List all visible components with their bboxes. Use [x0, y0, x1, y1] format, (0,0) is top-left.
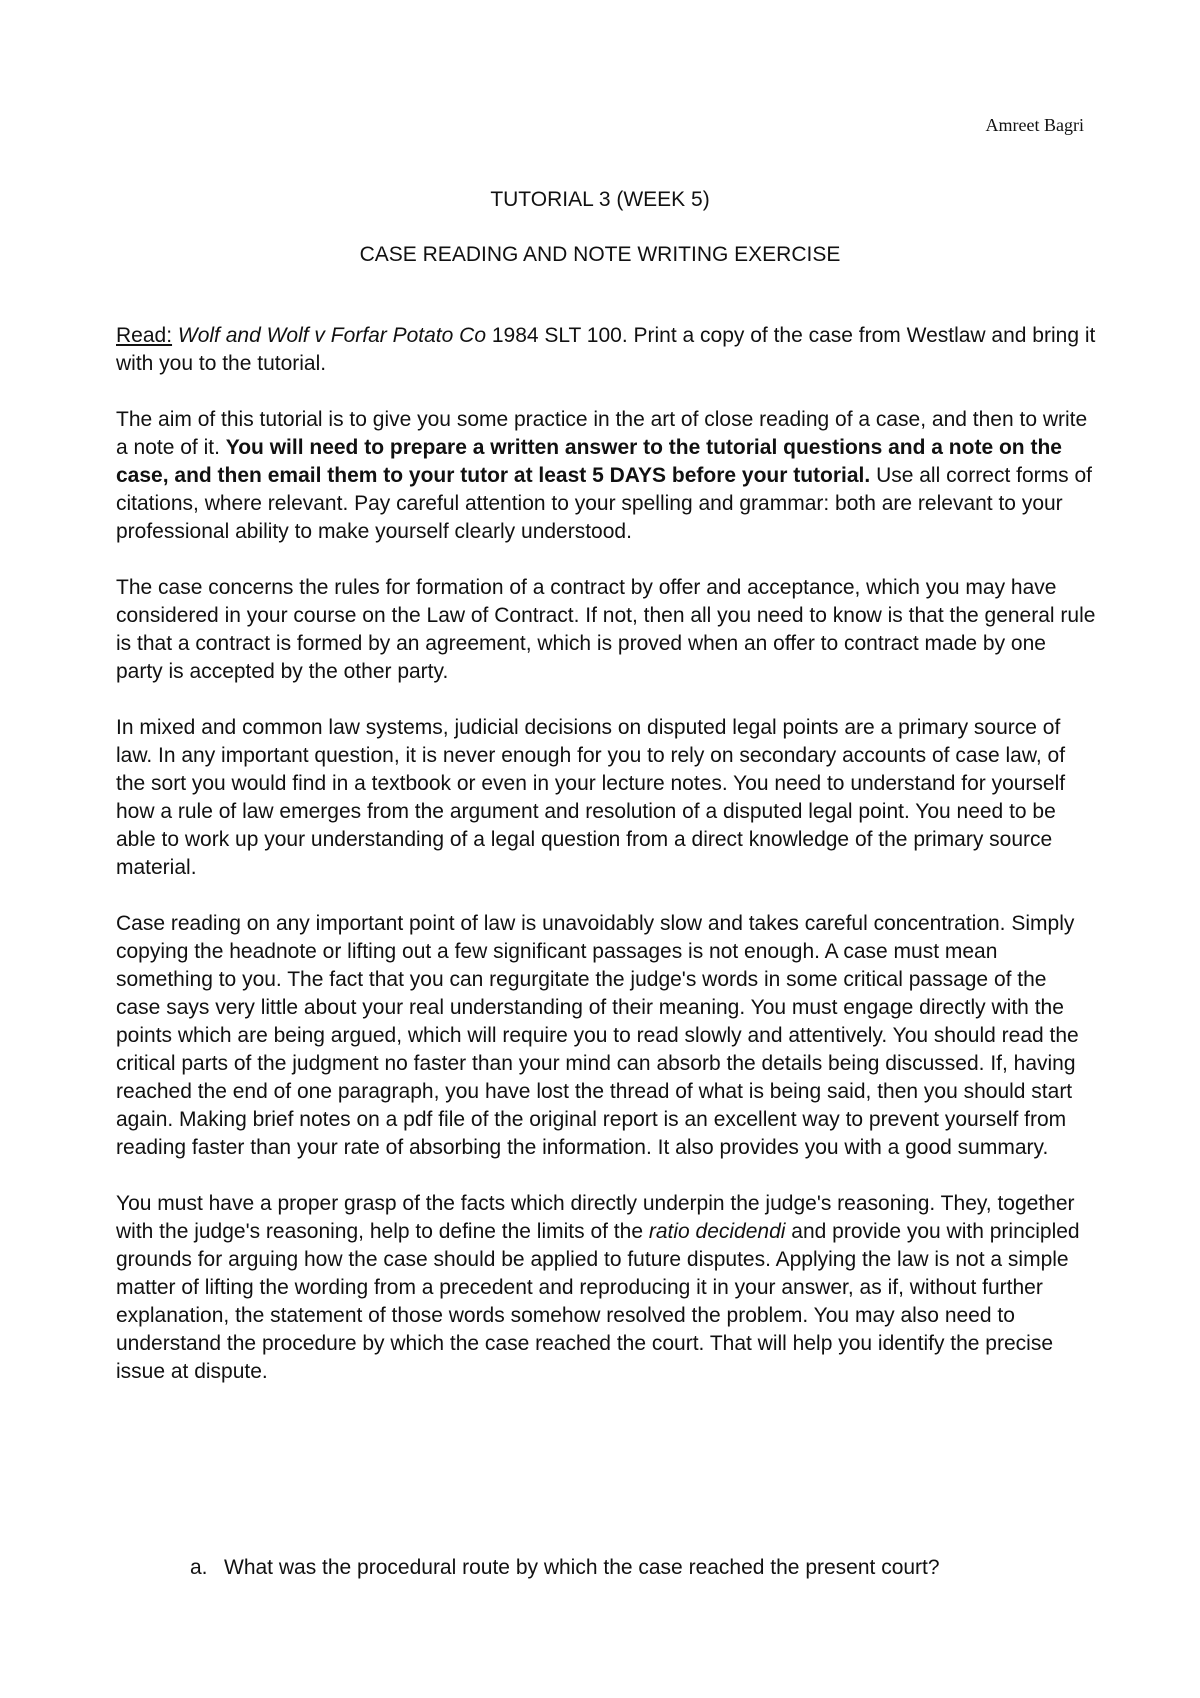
case-name: Wolf and Wolf v Forfar Potato Co — [177, 324, 486, 347]
case-concerns-paragraph: The case concerns the rules for formation of a contract by offer and acceptance, which you may have considered in your course on the Law of Contract. If not, then all you need to know is that the general rule is that a contract is formed by an agreement, which is proved when an offer to contract made by one party is accepted by the other party. — [116, 576, 1096, 683]
mixed-systems-paragraph: In mixed and common law systems, judicial decisions on disputed legal points are a primary source of law. In any important question, it is never enough for you to rely on secondary accounts of case law, of the sort you would find in a textbook or even in your lecture notes. You need to understand for yourself how a rule of law emerges from the argument and resolution of a disputed legal point. You need to be able to work up your understanding of a legal question from a direct knowledge of the primary source material. — [116, 716, 1066, 879]
question-text: What was the procedural route by which the case reached the present court? — [224, 1556, 940, 1579]
question-marker: a. — [190, 1556, 208, 1579]
case-citation: 1984 SLT 100. Print a copy of the case from Westlaw and bring it with you to the tutorial. — [116, 324, 1096, 375]
read-label: Read: — [116, 324, 173, 347]
document-body — [116, 322, 1096, 1414]
ratio-decidendi: ratio decidendi — [648, 1220, 786, 1243]
author-name: Amreet Bagri — [985, 115, 1084, 135]
aim-intro: The aim of this tutorial is to give you some practice in the art of close reading of a case, and then to write a note of it. — [116, 408, 1088, 459]
facts-paragraph — [116, 1190, 1096, 1386]
aim-paragraph — [116, 406, 1096, 546]
tutorial-heading: TUTORIAL 3 (WEEK 5) — [490, 188, 710, 211]
question-list — [190, 1554, 1090, 1582]
list-item — [190, 1554, 1090, 1582]
aim-instruction: You will need to prepare a written answer to the tutorial questions and a note on the case, and then email them to your tutor at least 5 DAYS before your tutorial. — [116, 436, 1062, 487]
read-paragraph — [116, 322, 1096, 378]
facts-after: and provide you with principled grounds for arguing how the case should be applied to future disputes. Applying the law is not a simple matter of lifting the wording from a precedent and reproducing it in your answer, as if, without further explanation, the statement of those words somehow resolved the problem. You may also need to understand the procedure by which the case reached the court. That will help you identify the precise issue at dispute. — [116, 1220, 1080, 1383]
exercise-heading: CASE READING AND NOTE WRITING EXERCISE — [359, 243, 841, 266]
aim-rest: Use all correct forms of citations, where relevant. Pay careful attention to your spelling and grammar: both are relevant to your professional ability to make yourself clearly understood. — [116, 464, 1092, 543]
case-reading-paragraph: Case reading on any important point of law is unavoidably slow and takes careful concentration. Simply copying the headnote or lifting out a few significant passages is not enough. A case must mean something to you. The fact that you can regurgitate the judge's words in some critical passage of the case says very little about your real understanding of their meaning. You must engage directly with the points which are being argued, which will require you to read slowly and attentively. You should read the critical parts of the judgment no faster than your mind can absorb the details being discussed. If, having reached the end of one paragraph, you have lost the thread of what is being said, then you should start again. Making brief notes on a pdf file of the original report is an excellent way to prevent yourself from reading faster than your rate of absorbing the information. It also provides you with a good summary. — [116, 912, 1079, 1159]
facts-before: You must have a proper grasp of the facts which directly underpin the judge's reasoning. They, together with the judge's reasoning, help to define the limits of the — [116, 1192, 1075, 1243]
